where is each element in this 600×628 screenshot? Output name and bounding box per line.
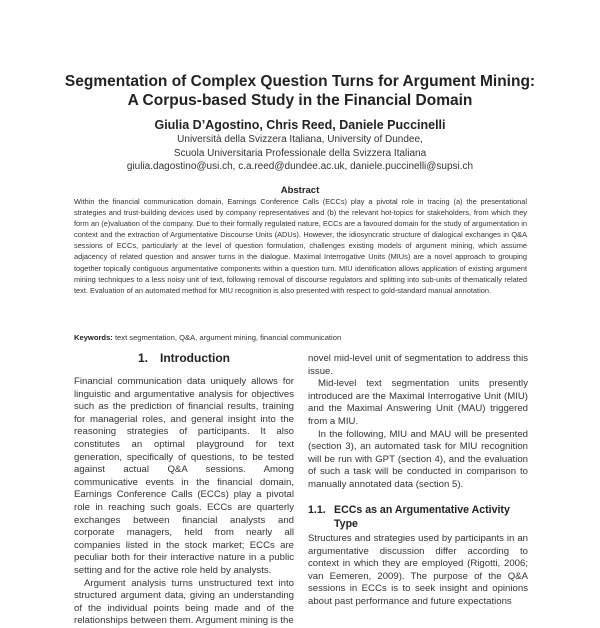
section-heading-introduction	[74, 351, 294, 365]
abstract-heading: Abstract	[280, 185, 320, 196]
right-paragraph-2: In the following, MIU and MAU will be presented (section 3), an automated task for MIU recognition will be run with GPT (section 4), and the evaluation of such a task will be conducted in comparison to manually annotated data (section 5).	[308, 428, 528, 490]
right-paragraph-1: Mid-level text segmentation units presently introduced are the Maximal Interrogative Unit (MIU) and the Maximal Answering Unit (MAU) triggered from a MIU.	[308, 378, 528, 427]
right-paragraph-0: novel mid-level unit of segmentation to address this issue.	[308, 353, 528, 377]
intro-paragraph-1: Financial communication data uniquely allows for linguistic and argumentative analysis for objectives such as the prediction of financial results, training for managerial roles, and general insight into the reasoning strategies of participants. It also constitutes an optimal playground for text generation, specifically of questions, to be tested against actual Q&A sessions. Among communicative events in the financial domain, Earnings Conference Calls (ECCs) play a pivotal role in reaching such goals. ECCs are quarterly exchanges between financial analysts and corporate managers, held from nearly all companies listed in the stock market; ECCs are peculiar both for their interactive nature in a public setting and for the active role held by analysts.	[74, 376, 294, 576]
keywords-text: text segmentation, Q&A, argument mining, financial communication	[112, 333, 342, 342]
affiliation-line-2: Scuola Universitaria Professionale della Svizzera Italiana	[173, 148, 427, 159]
intro-paragraph-2: Argument analysis turns unstructured text into structured argument data, giving an understanding of the individual points being made and of the relationships between them. Argument mining is the	[74, 577, 294, 627]
paper-title-line-1: Segmentation of Complex Question Turns for Argument Mining:	[64, 73, 536, 90]
section-number: 1.	[138, 351, 149, 365]
subsection-number: 1.1.	[308, 504, 326, 516]
authors: Giulia D’Agostino, Chris Reed, Daniele Puccinelli	[154, 118, 446, 132]
section-title: Introduction	[160, 351, 230, 365]
keywords-label: Keywords:	[74, 333, 113, 342]
right-column	[308, 353, 528, 492]
abstract-text: Within the financial communication domain, Earnings Conference Calls (ECCs) play a pivotal role in tracing (a) the presentational strategies and trust-building devices used by company representatives and (b) the relevant hot-topics for stakeholders, from which they form an (e)valuation of the company. Due to their formally regulated nature, ECCs are a favoured domain for the study of argumentation in context and the extraction of Argumentative Discourse Units (ADUs). However, the idiosyncratic structure of dialogical exchanges in Q&A sessions of ECCs, particularly at the level of question formulation, challenges existing models of argument mining, which assume adjacency of related question and answer turns in the dialogue. Maximal Interrogative Units (MIUs) are a novel approach to grouping together topically contiguous argumentative components within a question turn. MIU identification allows application of existing argument mining techniques to a less noisy unit of text, following removal of discourse regulators and splitting into sub-units of thematically related text. Evaluation of an automated method for MIU recognition is also presented with respect to gold-standard manual annotation.	[74, 197, 527, 295]
affiliation-line-1: Università della Svizzera Italiana, University of Dundee,	[177, 134, 423, 145]
right-paragraph-3: Structures and strategies used by participants in an argumentative discussion differ according to context in which they are employed (Rigotti, 2006; van Eemeren, 2009). The purpose of the Q&A sessions in ECCs is to seek insight and opinions about past performance and future expectations	[308, 533, 528, 607]
author-emails: giulia.dagostino@usi.ch, c.a.reed@dundee.ac.uk, daniele.puccinelli@supsi.ch	[126, 161, 474, 172]
keywords	[74, 333, 527, 342]
subsection-title: ECCs as an Argumentative Activity Type	[334, 504, 510, 530]
subsection-heading	[308, 503, 528, 531]
right-column-continued	[308, 533, 528, 609]
paper-title-line-2: A Corpus-based Study in the Financial Domain	[127, 92, 473, 109]
left-column	[74, 376, 294, 628]
